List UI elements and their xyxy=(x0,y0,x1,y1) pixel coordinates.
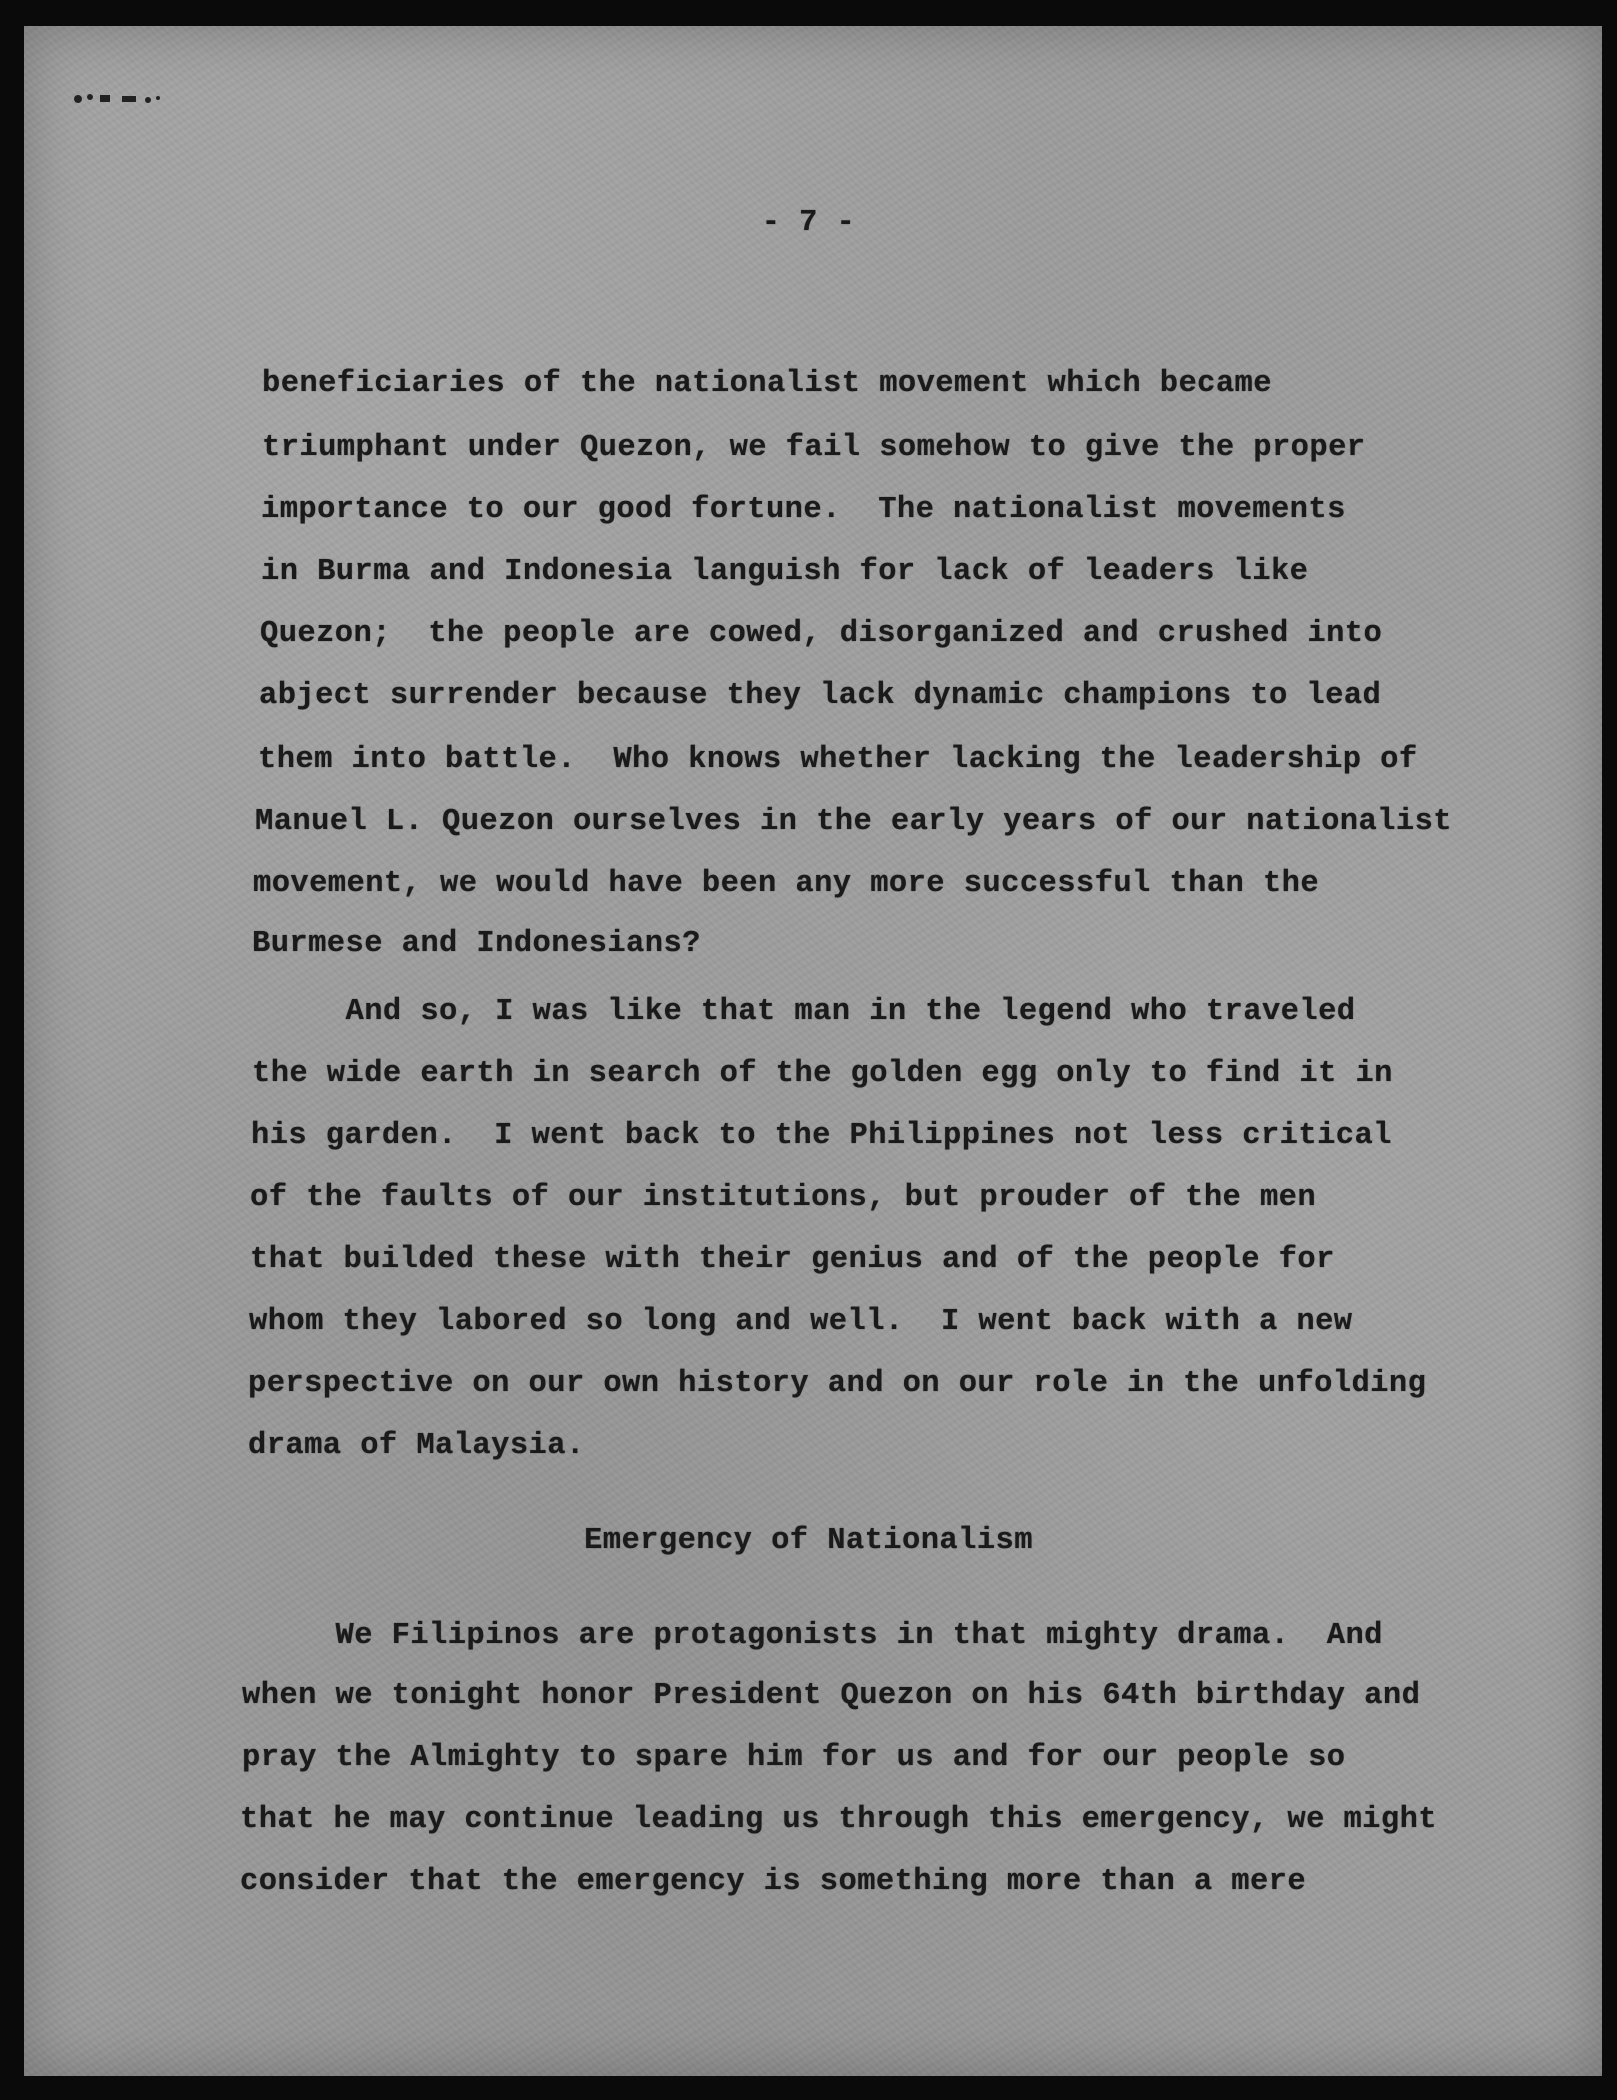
ink-smudge-mark xyxy=(70,88,190,110)
body-line: Quezon; the people are cowed, disorganized and crushed into xyxy=(260,617,1383,651)
body-line: pray the Almighty to spare him for us and for our people so xyxy=(242,1741,1346,1775)
body-line: And so, I was like that man in the legend who traveled xyxy=(252,995,1356,1029)
body-line: Burmese and Indonesians? xyxy=(252,927,701,961)
body-line: when we tonight honor President Quezon on his 64th birthday and xyxy=(242,1679,1421,1713)
body-line: importance to our good fortune. The nationalist movements xyxy=(261,493,1346,527)
body-line: whom they labored so long and well. I went back with a new xyxy=(249,1305,1353,1339)
body-line: that he may continue leading us through this emergency, we might xyxy=(240,1803,1437,1837)
body-line: abject surrender because they lack dynamic champions to lead xyxy=(259,679,1382,713)
body-line: drama of Malaysia. xyxy=(248,1429,585,1463)
body-line: of the faults of our institutions, but prouder of the men xyxy=(250,1181,1317,1215)
section-heading: Emergency of Nationalism xyxy=(584,1524,1033,1558)
body-line: them into battle. Who knows whether lacking the leadership of xyxy=(258,743,1418,777)
body-line: movement, we would have been any more successful than the xyxy=(253,867,1320,901)
body-line: triumphant under Quezon, we fail somehow to give the proper xyxy=(262,431,1366,465)
body-line: Manuel L. Quezon ourselves in the early years of our nationalist xyxy=(255,805,1452,839)
body-line: We Filipinos are protagonists in that mighty drama. And xyxy=(242,1619,1383,1653)
body-line: in Burma and Indonesia languish for lack of leaders like xyxy=(261,555,1309,589)
body-line: his garden. I went back to the Philippines not less critical xyxy=(251,1119,1392,1153)
body-line: beneficiaries of the nationalist movement which became xyxy=(262,367,1272,401)
page-number: - 7 - xyxy=(761,206,856,240)
body-line: the wide earth in search of the golden egg only to find it in xyxy=(252,1057,1393,1091)
body-line: consider that the emergency is something more than a mere xyxy=(240,1865,1307,1899)
body-line: perspective on our own history and on our role in the unfolding xyxy=(248,1367,1427,1401)
body-line: that builded these with their genius and of the people for xyxy=(250,1243,1335,1277)
